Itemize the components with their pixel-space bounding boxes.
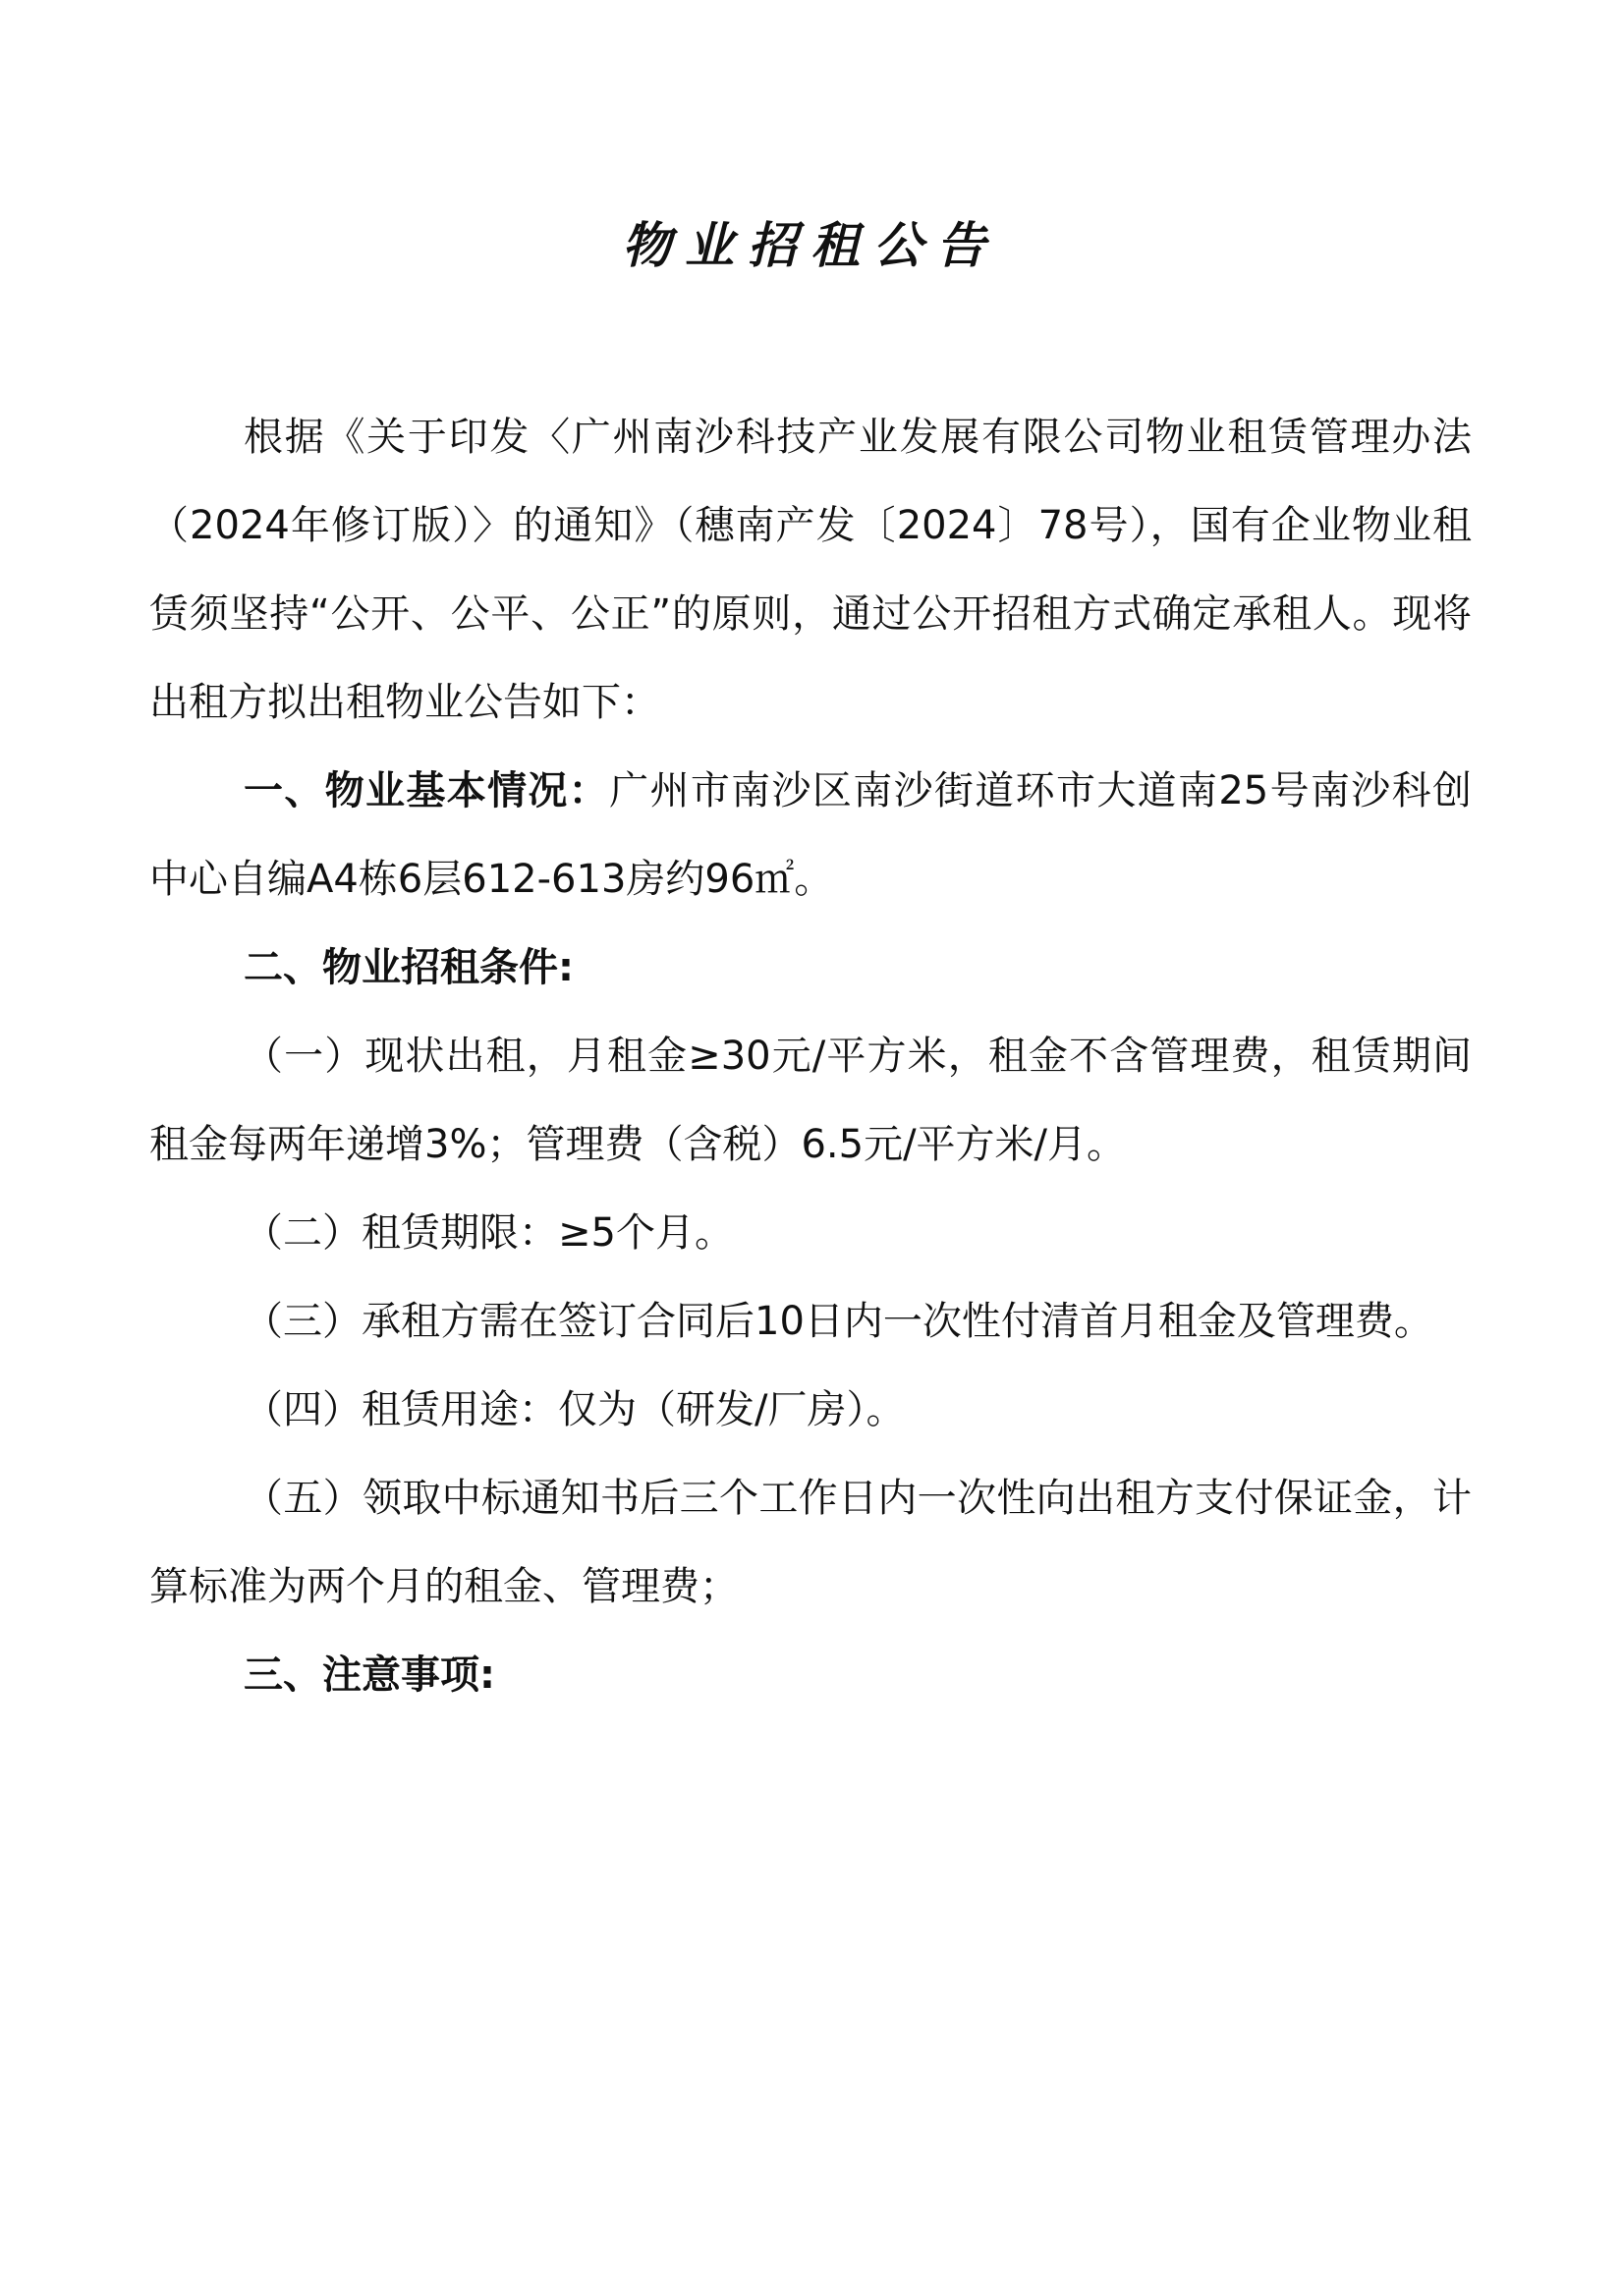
section-1-heading: 一、物业基本情况： [244, 768, 610, 813]
section-2-item-2: （二）租赁期限：≥5个月。 [244, 1210, 734, 1256]
document-title: 物业招租公告 [622, 216, 999, 274]
section-2-item-1: （一）现状出租，月租金≥30元/平方米，租金不含管理费，租赁期间租金每两年递增3%；管理费（含税）6.5元/平方米/月。 [149, 1034, 1472, 1167]
section-1-text: 广州市南沙区南沙街道环市大道南25号南沙科创中心自编A4栋6层612-613房约96㎡。 [149, 768, 1472, 902]
section-1-paragraph [149, 747, 1472, 924]
document-body [149, 393, 1472, 1719]
section-3-heading: 三、注意事项: [244, 1652, 495, 1698]
section-2-item-3: （三）承租方需在签订合同后10日内一次性付清首月租金及管理费。 [244, 1299, 1433, 1344]
section-2-item-4: （四）租赁用途：仅为（研发/厂房）。 [244, 1387, 906, 1432]
section-2-item-5: （五）领取中标通知书后三个工作日内一次性向出租方支付保证金，计算标准为两个月的租金、管理费； [149, 1476, 1472, 1609]
section-2-heading: 二、物业招租条件: [244, 945, 574, 990]
intro-paragraph: 根据《关于印发〈广州南沙科技产业发展有限公司物业租赁管理办法（2024年修订版）〉的通知》（穗南产发〔2024〕78号），国有企业物业租赁须坚持“公开、公平、公正”的原则，通过公开招租方式确定承租人。现将出租方拟出租物业公告如下： [149, 415, 1472, 725]
